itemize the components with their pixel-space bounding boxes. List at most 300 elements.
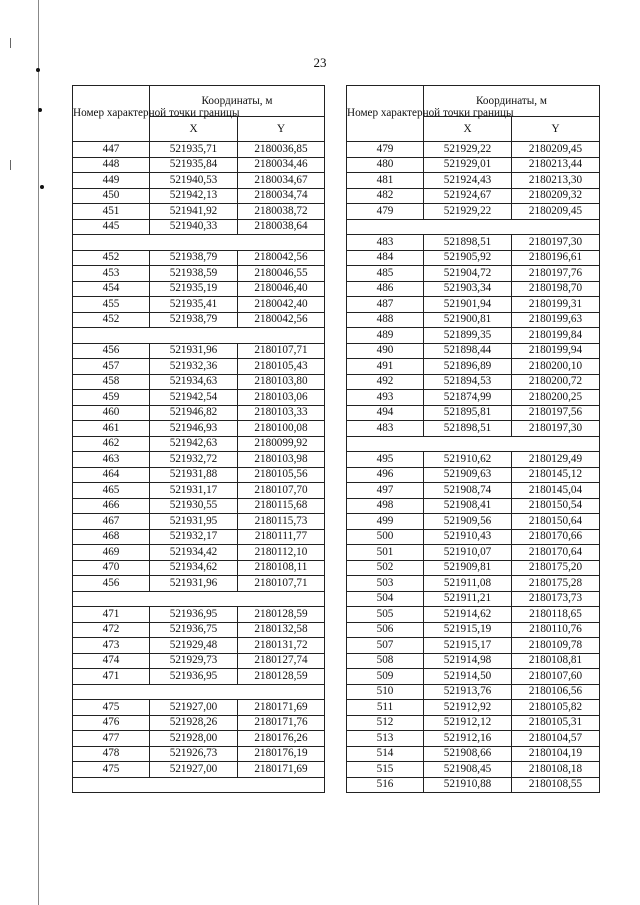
- table-row: [73, 653, 325, 669]
- x-coordinate-cell: 521909,81: [424, 560, 512, 576]
- point-number-cell: 459: [73, 390, 150, 406]
- table-row: [73, 467, 325, 483]
- table-row: [73, 235, 325, 251]
- table-row: [73, 343, 325, 359]
- y-coordinate-cell: 2180107,71: [238, 343, 325, 359]
- point-number-cell: 484: [347, 250, 424, 266]
- point-number-cell: 500: [347, 529, 424, 545]
- table-row: [73, 560, 325, 576]
- x-coordinate-cell: 521911,21: [424, 591, 512, 607]
- x-coordinate-cell: 521929,22: [424, 142, 512, 158]
- y-coordinate-cell: 2180106,56: [512, 684, 600, 700]
- y-coordinate-cell: 2180034,67: [238, 173, 325, 189]
- point-number-cell: 455: [73, 297, 150, 313]
- y-coordinate-cell: 2180132,58: [238, 622, 325, 638]
- table-row: [347, 653, 600, 669]
- x-coordinate-cell: 521927,00: [150, 700, 238, 716]
- table-row: [347, 483, 600, 499]
- table-row: [347, 700, 600, 716]
- table-row: [347, 235, 600, 251]
- point-number-cell: 485: [347, 266, 424, 282]
- point-number-cell: 472: [73, 622, 150, 638]
- header-point-number: Номер характерной точки границы: [347, 86, 424, 142]
- separator-row-cell: [73, 591, 325, 607]
- y-coordinate-cell: 2180198,70: [512, 281, 600, 297]
- x-coordinate-cell: 521932,36: [150, 359, 238, 375]
- y-coordinate-cell: 2180200,25: [512, 390, 600, 406]
- x-coordinate-cell: 521932,17: [150, 529, 238, 545]
- y-coordinate-cell: 2180099,92: [238, 436, 325, 452]
- y-coordinate-cell: 2180118,65: [512, 607, 600, 623]
- table-row: [347, 281, 600, 297]
- y-coordinate-cell: 2180105,56: [238, 467, 325, 483]
- y-coordinate-cell: 2180111,77: [238, 529, 325, 545]
- y-coordinate-cell: 2180042,56: [238, 312, 325, 328]
- y-coordinate-cell: 2180197,30: [512, 421, 600, 437]
- x-coordinate-cell: 521928,26: [150, 715, 238, 731]
- table-row: [73, 622, 325, 638]
- header-coordinates: Координаты, м: [424, 86, 600, 117]
- table-row: [347, 467, 600, 483]
- y-coordinate-cell: 2180108,11: [238, 560, 325, 576]
- table-row: [73, 591, 325, 607]
- coordinates-table-right: [346, 85, 600, 793]
- table-row: [73, 219, 325, 235]
- y-coordinate-cell: 2180103,06: [238, 390, 325, 406]
- y-coordinate-cell: 2180038,72: [238, 204, 325, 220]
- y-coordinate-cell: 2180107,71: [238, 576, 325, 592]
- point-number-cell: 512: [347, 715, 424, 731]
- table-row: [73, 142, 325, 158]
- table-row: [73, 157, 325, 173]
- point-number-cell: 469: [73, 545, 150, 561]
- x-coordinate-cell: 521935,71: [150, 142, 238, 158]
- point-number-cell: 473: [73, 638, 150, 654]
- x-coordinate-cell: 521901,94: [424, 297, 512, 313]
- table-row: [73, 545, 325, 561]
- y-coordinate-cell: 2180042,40: [238, 297, 325, 313]
- table-row: [73, 638, 325, 654]
- x-coordinate-cell: 521909,56: [424, 514, 512, 530]
- x-coordinate-cell: 521896,89: [424, 359, 512, 375]
- separator-row-cell: [347, 219, 600, 235]
- point-number-cell: 479: [347, 204, 424, 220]
- header-point-number: Номер характерной точки границы: [73, 86, 150, 142]
- table-row: [347, 297, 600, 313]
- table-row: [73, 498, 325, 514]
- table-row: [73, 483, 325, 499]
- x-coordinate-cell: 521938,59: [150, 266, 238, 282]
- x-coordinate-cell: 521928,00: [150, 731, 238, 747]
- x-coordinate-cell: 521910,07: [424, 545, 512, 561]
- point-number-cell: 498: [347, 498, 424, 514]
- point-number-cell: 462: [73, 436, 150, 452]
- y-coordinate-cell: 2180129,49: [512, 452, 600, 468]
- table-row: [347, 715, 600, 731]
- y-coordinate-cell: 2180209,45: [512, 204, 600, 220]
- table-row: [73, 188, 325, 204]
- x-coordinate-cell: 521910,88: [424, 777, 512, 793]
- y-coordinate-cell: 2180100,08: [238, 421, 325, 437]
- point-number-cell: 460: [73, 405, 150, 421]
- y-coordinate-cell: 2180173,73: [512, 591, 600, 607]
- point-number-cell: 458: [73, 374, 150, 390]
- table-row: [347, 374, 600, 390]
- table-row: [73, 684, 325, 700]
- table-row: [347, 669, 600, 685]
- x-coordinate-cell: 521929,22: [424, 204, 512, 220]
- y-coordinate-cell: 2180150,54: [512, 498, 600, 514]
- point-number-cell: 483: [347, 421, 424, 437]
- point-number-cell: 451: [73, 204, 150, 220]
- x-coordinate-cell: 521926,73: [150, 746, 238, 762]
- point-number-cell: 474: [73, 653, 150, 669]
- y-coordinate-cell: 2180115,68: [238, 498, 325, 514]
- x-coordinate-cell: 521930,55: [150, 498, 238, 514]
- y-coordinate-cell: 2180176,26: [238, 731, 325, 747]
- separator-row-cell: [73, 777, 325, 793]
- point-number-cell: 497: [347, 483, 424, 499]
- x-coordinate-cell: 521942,54: [150, 390, 238, 406]
- x-coordinate-cell: 521931,96: [150, 343, 238, 359]
- point-number-cell: 516: [347, 777, 424, 793]
- x-coordinate-cell: 521898,51: [424, 235, 512, 251]
- point-number-cell: 479: [347, 142, 424, 158]
- header-y: Y: [238, 117, 325, 142]
- table-row: [347, 390, 600, 406]
- table-row: [347, 250, 600, 266]
- table-row: [347, 359, 600, 375]
- x-coordinate-cell: 521946,93: [150, 421, 238, 437]
- x-coordinate-cell: 521912,12: [424, 715, 512, 731]
- y-coordinate-cell: 2180150,64: [512, 514, 600, 530]
- y-coordinate-cell: 2180196,61: [512, 250, 600, 266]
- y-coordinate-cell: 2180105,31: [512, 715, 600, 731]
- y-coordinate-cell: 2180209,45: [512, 142, 600, 158]
- table-row: [73, 374, 325, 390]
- point-number-cell: 488: [347, 312, 424, 328]
- point-number-cell: 489: [347, 328, 424, 344]
- table-row: [347, 436, 600, 452]
- table-row: [347, 219, 600, 235]
- x-coordinate-cell: 521938,79: [150, 312, 238, 328]
- y-coordinate-cell: 2180112,10: [238, 545, 325, 561]
- y-coordinate-cell: 2180042,56: [238, 250, 325, 266]
- table-row: [73, 266, 325, 282]
- point-number-cell: 457: [73, 359, 150, 375]
- y-coordinate-cell: 2180128,59: [238, 607, 325, 623]
- x-coordinate-cell: 521934,62: [150, 560, 238, 576]
- point-number-cell: 515: [347, 762, 424, 778]
- point-number-cell: 471: [73, 607, 150, 623]
- table-row: [347, 529, 600, 545]
- table-body-right: [347, 142, 600, 793]
- y-coordinate-cell: 2180108,18: [512, 762, 600, 778]
- y-coordinate-cell: 2180199,84: [512, 328, 600, 344]
- y-coordinate-cell: 2180128,59: [238, 669, 325, 685]
- header-x: X: [150, 117, 238, 142]
- y-coordinate-cell: 2180197,56: [512, 405, 600, 421]
- x-coordinate-cell: 521936,95: [150, 669, 238, 685]
- point-number-cell: 490: [347, 343, 424, 359]
- table-row: [347, 498, 600, 514]
- x-coordinate-cell: 521938,79: [150, 250, 238, 266]
- point-number-cell: 501: [347, 545, 424, 561]
- table-row: [73, 762, 325, 778]
- y-coordinate-cell: 2180034,74: [238, 188, 325, 204]
- point-number-cell: 505: [347, 607, 424, 623]
- y-coordinate-cell: 2180104,19: [512, 746, 600, 762]
- y-coordinate-cell: 2180209,32: [512, 188, 600, 204]
- y-coordinate-cell: 2180176,19: [238, 746, 325, 762]
- point-number-cell: 470: [73, 560, 150, 576]
- table-row: [347, 607, 600, 623]
- y-coordinate-cell: 2180145,12: [512, 467, 600, 483]
- table-row: [347, 560, 600, 576]
- x-coordinate-cell: 521913,76: [424, 684, 512, 700]
- x-coordinate-cell: 521931,96: [150, 576, 238, 592]
- x-coordinate-cell: 521908,41: [424, 498, 512, 514]
- point-number-cell: 508: [347, 653, 424, 669]
- x-coordinate-cell: 521931,95: [150, 514, 238, 530]
- y-coordinate-cell: 2180108,55: [512, 777, 600, 793]
- table-row: [73, 312, 325, 328]
- y-coordinate-cell: 2180110,76: [512, 622, 600, 638]
- point-number-cell: 494: [347, 405, 424, 421]
- table-row: [73, 405, 325, 421]
- point-number-cell: 447: [73, 142, 150, 158]
- y-coordinate-cell: 2180170,66: [512, 529, 600, 545]
- table-row: [347, 576, 600, 592]
- y-coordinate-cell: 2180199,94: [512, 343, 600, 359]
- table-row: [73, 328, 325, 344]
- point-number-cell: 463: [73, 452, 150, 468]
- x-coordinate-cell: 521940,53: [150, 173, 238, 189]
- table-row: [73, 669, 325, 685]
- header-coordinates: Координаты, м: [150, 86, 325, 117]
- point-number-cell: 465: [73, 483, 150, 499]
- y-coordinate-cell: 2180175,28: [512, 576, 600, 592]
- table-row: [73, 436, 325, 452]
- y-coordinate-cell: 2180104,57: [512, 731, 600, 747]
- point-number-cell: 456: [73, 343, 150, 359]
- y-coordinate-cell: 2180213,30: [512, 173, 600, 189]
- header-y: Y: [512, 117, 600, 142]
- y-coordinate-cell: 2180103,33: [238, 405, 325, 421]
- table-row: [347, 188, 600, 204]
- coordinates-table-left: [72, 85, 325, 793]
- table-row: [347, 545, 600, 561]
- point-number-cell: 448: [73, 157, 150, 173]
- x-coordinate-cell: 521934,63: [150, 374, 238, 390]
- y-coordinate-cell: 2180197,76: [512, 266, 600, 282]
- x-coordinate-cell: 521908,66: [424, 746, 512, 762]
- point-number-cell: 478: [73, 746, 150, 762]
- y-coordinate-cell: 2180103,80: [238, 374, 325, 390]
- table-row: [347, 731, 600, 747]
- y-coordinate-cell: 2180171,69: [238, 700, 325, 716]
- table-row: [347, 762, 600, 778]
- x-coordinate-cell: 521908,74: [424, 483, 512, 499]
- x-coordinate-cell: 521932,72: [150, 452, 238, 468]
- point-number-cell: 456: [73, 576, 150, 592]
- table-row: [347, 204, 600, 220]
- y-coordinate-cell: 2180108,81: [512, 653, 600, 669]
- x-coordinate-cell: 521924,67: [424, 188, 512, 204]
- x-coordinate-cell: 521934,42: [150, 545, 238, 561]
- table-row: [347, 157, 600, 173]
- x-coordinate-cell: 521940,33: [150, 219, 238, 235]
- point-number-cell: 507: [347, 638, 424, 654]
- table-row: [347, 421, 600, 437]
- point-number-cell: 504: [347, 591, 424, 607]
- point-number-cell: 467: [73, 514, 150, 530]
- x-coordinate-cell: 521914,98: [424, 653, 512, 669]
- point-number-cell: 468: [73, 529, 150, 545]
- point-number-cell: 445: [73, 219, 150, 235]
- table-row: [347, 142, 600, 158]
- point-number-cell: 452: [73, 250, 150, 266]
- table-row: [347, 684, 600, 700]
- point-number-cell: 483: [347, 235, 424, 251]
- point-number-cell: 509: [347, 669, 424, 685]
- point-number-cell: 495: [347, 452, 424, 468]
- x-coordinate-cell: 521898,44: [424, 343, 512, 359]
- separator-row-cell: [73, 235, 325, 251]
- table-row: [347, 622, 600, 638]
- x-coordinate-cell: 521895,81: [424, 405, 512, 421]
- x-coordinate-cell: 521924,43: [424, 173, 512, 189]
- table-row: [73, 421, 325, 437]
- point-number-cell: 449: [73, 173, 150, 189]
- point-number-cell: 510: [347, 684, 424, 700]
- table-row: [73, 173, 325, 189]
- point-number-cell: 466: [73, 498, 150, 514]
- x-coordinate-cell: 521911,08: [424, 576, 512, 592]
- y-coordinate-cell: 2180145,04: [512, 483, 600, 499]
- margin-scan-tick: [10, 38, 11, 48]
- point-number-cell: 454: [73, 281, 150, 297]
- x-coordinate-cell: 521905,92: [424, 250, 512, 266]
- table-row: [73, 359, 325, 375]
- point-number-cell: 503: [347, 576, 424, 592]
- table-body-left: [73, 142, 325, 793]
- binding-hole-mark: [38, 108, 42, 112]
- point-number-cell: 493: [347, 390, 424, 406]
- point-number-cell: 511: [347, 700, 424, 716]
- point-number-cell: 461: [73, 421, 150, 437]
- y-coordinate-cell: 2180046,55: [238, 266, 325, 282]
- point-number-cell: 486: [347, 281, 424, 297]
- y-coordinate-cell: 2180171,69: [238, 762, 325, 778]
- table-row: [73, 250, 325, 266]
- y-coordinate-cell: 2180034,46: [238, 157, 325, 173]
- x-coordinate-cell: 521915,17: [424, 638, 512, 654]
- table-row: [347, 405, 600, 421]
- x-coordinate-cell: 521910,62: [424, 452, 512, 468]
- table-row: [73, 281, 325, 297]
- x-coordinate-cell: 521903,34: [424, 281, 512, 297]
- table-row: [347, 777, 600, 793]
- y-coordinate-cell: 2180127,74: [238, 653, 325, 669]
- point-number-cell: 475: [73, 762, 150, 778]
- y-coordinate-cell: 2180200,10: [512, 359, 600, 375]
- y-coordinate-cell: 2180213,44: [512, 157, 600, 173]
- y-coordinate-cell: 2180131,72: [238, 638, 325, 654]
- table-row: [347, 343, 600, 359]
- separator-row-cell: [73, 684, 325, 700]
- separator-row-cell: [347, 436, 600, 452]
- binding-hole-mark: [40, 185, 44, 189]
- point-number-cell: 464: [73, 467, 150, 483]
- x-coordinate-cell: 521929,01: [424, 157, 512, 173]
- y-coordinate-cell: 2180036,85: [238, 142, 325, 158]
- point-number-cell: 477: [73, 731, 150, 747]
- x-coordinate-cell: 521914,50: [424, 669, 512, 685]
- x-coordinate-cell: 521929,73: [150, 653, 238, 669]
- x-coordinate-cell: 521931,17: [150, 483, 238, 499]
- y-coordinate-cell: 2180199,31: [512, 297, 600, 313]
- margin-scan-tick: [10, 160, 11, 170]
- table-row: [73, 297, 325, 313]
- table-row: [347, 746, 600, 762]
- x-coordinate-cell: 521915,19: [424, 622, 512, 638]
- y-coordinate-cell: 2180107,60: [512, 669, 600, 685]
- y-coordinate-cell: 2180115,73: [238, 514, 325, 530]
- point-number-cell: 481: [347, 173, 424, 189]
- x-coordinate-cell: 521936,75: [150, 622, 238, 638]
- x-coordinate-cell: 521874,99: [424, 390, 512, 406]
- table-row: [73, 514, 325, 530]
- table-row: [73, 452, 325, 468]
- x-coordinate-cell: 521935,84: [150, 157, 238, 173]
- point-number-cell: 514: [347, 746, 424, 762]
- point-number-cell: 482: [347, 188, 424, 204]
- table-row: [347, 312, 600, 328]
- point-number-cell: 506: [347, 622, 424, 638]
- y-coordinate-cell: 2180200,72: [512, 374, 600, 390]
- y-coordinate-cell: 2180109,78: [512, 638, 600, 654]
- table-row: [347, 638, 600, 654]
- x-coordinate-cell: 521910,43: [424, 529, 512, 545]
- page-number: 23: [313, 55, 327, 70]
- x-coordinate-cell: 521908,45: [424, 762, 512, 778]
- x-coordinate-cell: 521909,63: [424, 467, 512, 483]
- point-number-cell: 480: [347, 157, 424, 173]
- x-coordinate-cell: 521931,88: [150, 467, 238, 483]
- x-coordinate-cell: 521946,82: [150, 405, 238, 421]
- table-row: [73, 777, 325, 793]
- x-coordinate-cell: 521935,41: [150, 297, 238, 313]
- point-number-cell: 476: [73, 715, 150, 731]
- y-coordinate-cell: 2180175,20: [512, 560, 600, 576]
- x-coordinate-cell: 521900,81: [424, 312, 512, 328]
- point-number-cell: 450: [73, 188, 150, 204]
- table-row: [347, 266, 600, 282]
- point-number-cell: 492: [347, 374, 424, 390]
- header-x: X: [424, 117, 512, 142]
- y-coordinate-cell: 2180038,64: [238, 219, 325, 235]
- x-coordinate-cell: 521894,53: [424, 374, 512, 390]
- point-number-cell: 499: [347, 514, 424, 530]
- x-coordinate-cell: 521899,35: [424, 328, 512, 344]
- y-coordinate-cell: 2180107,70: [238, 483, 325, 499]
- x-coordinate-cell: 521936,95: [150, 607, 238, 623]
- table-row: [347, 514, 600, 530]
- x-coordinate-cell: 521914,62: [424, 607, 512, 623]
- y-coordinate-cell: 2180105,82: [512, 700, 600, 716]
- x-coordinate-cell: 521912,92: [424, 700, 512, 716]
